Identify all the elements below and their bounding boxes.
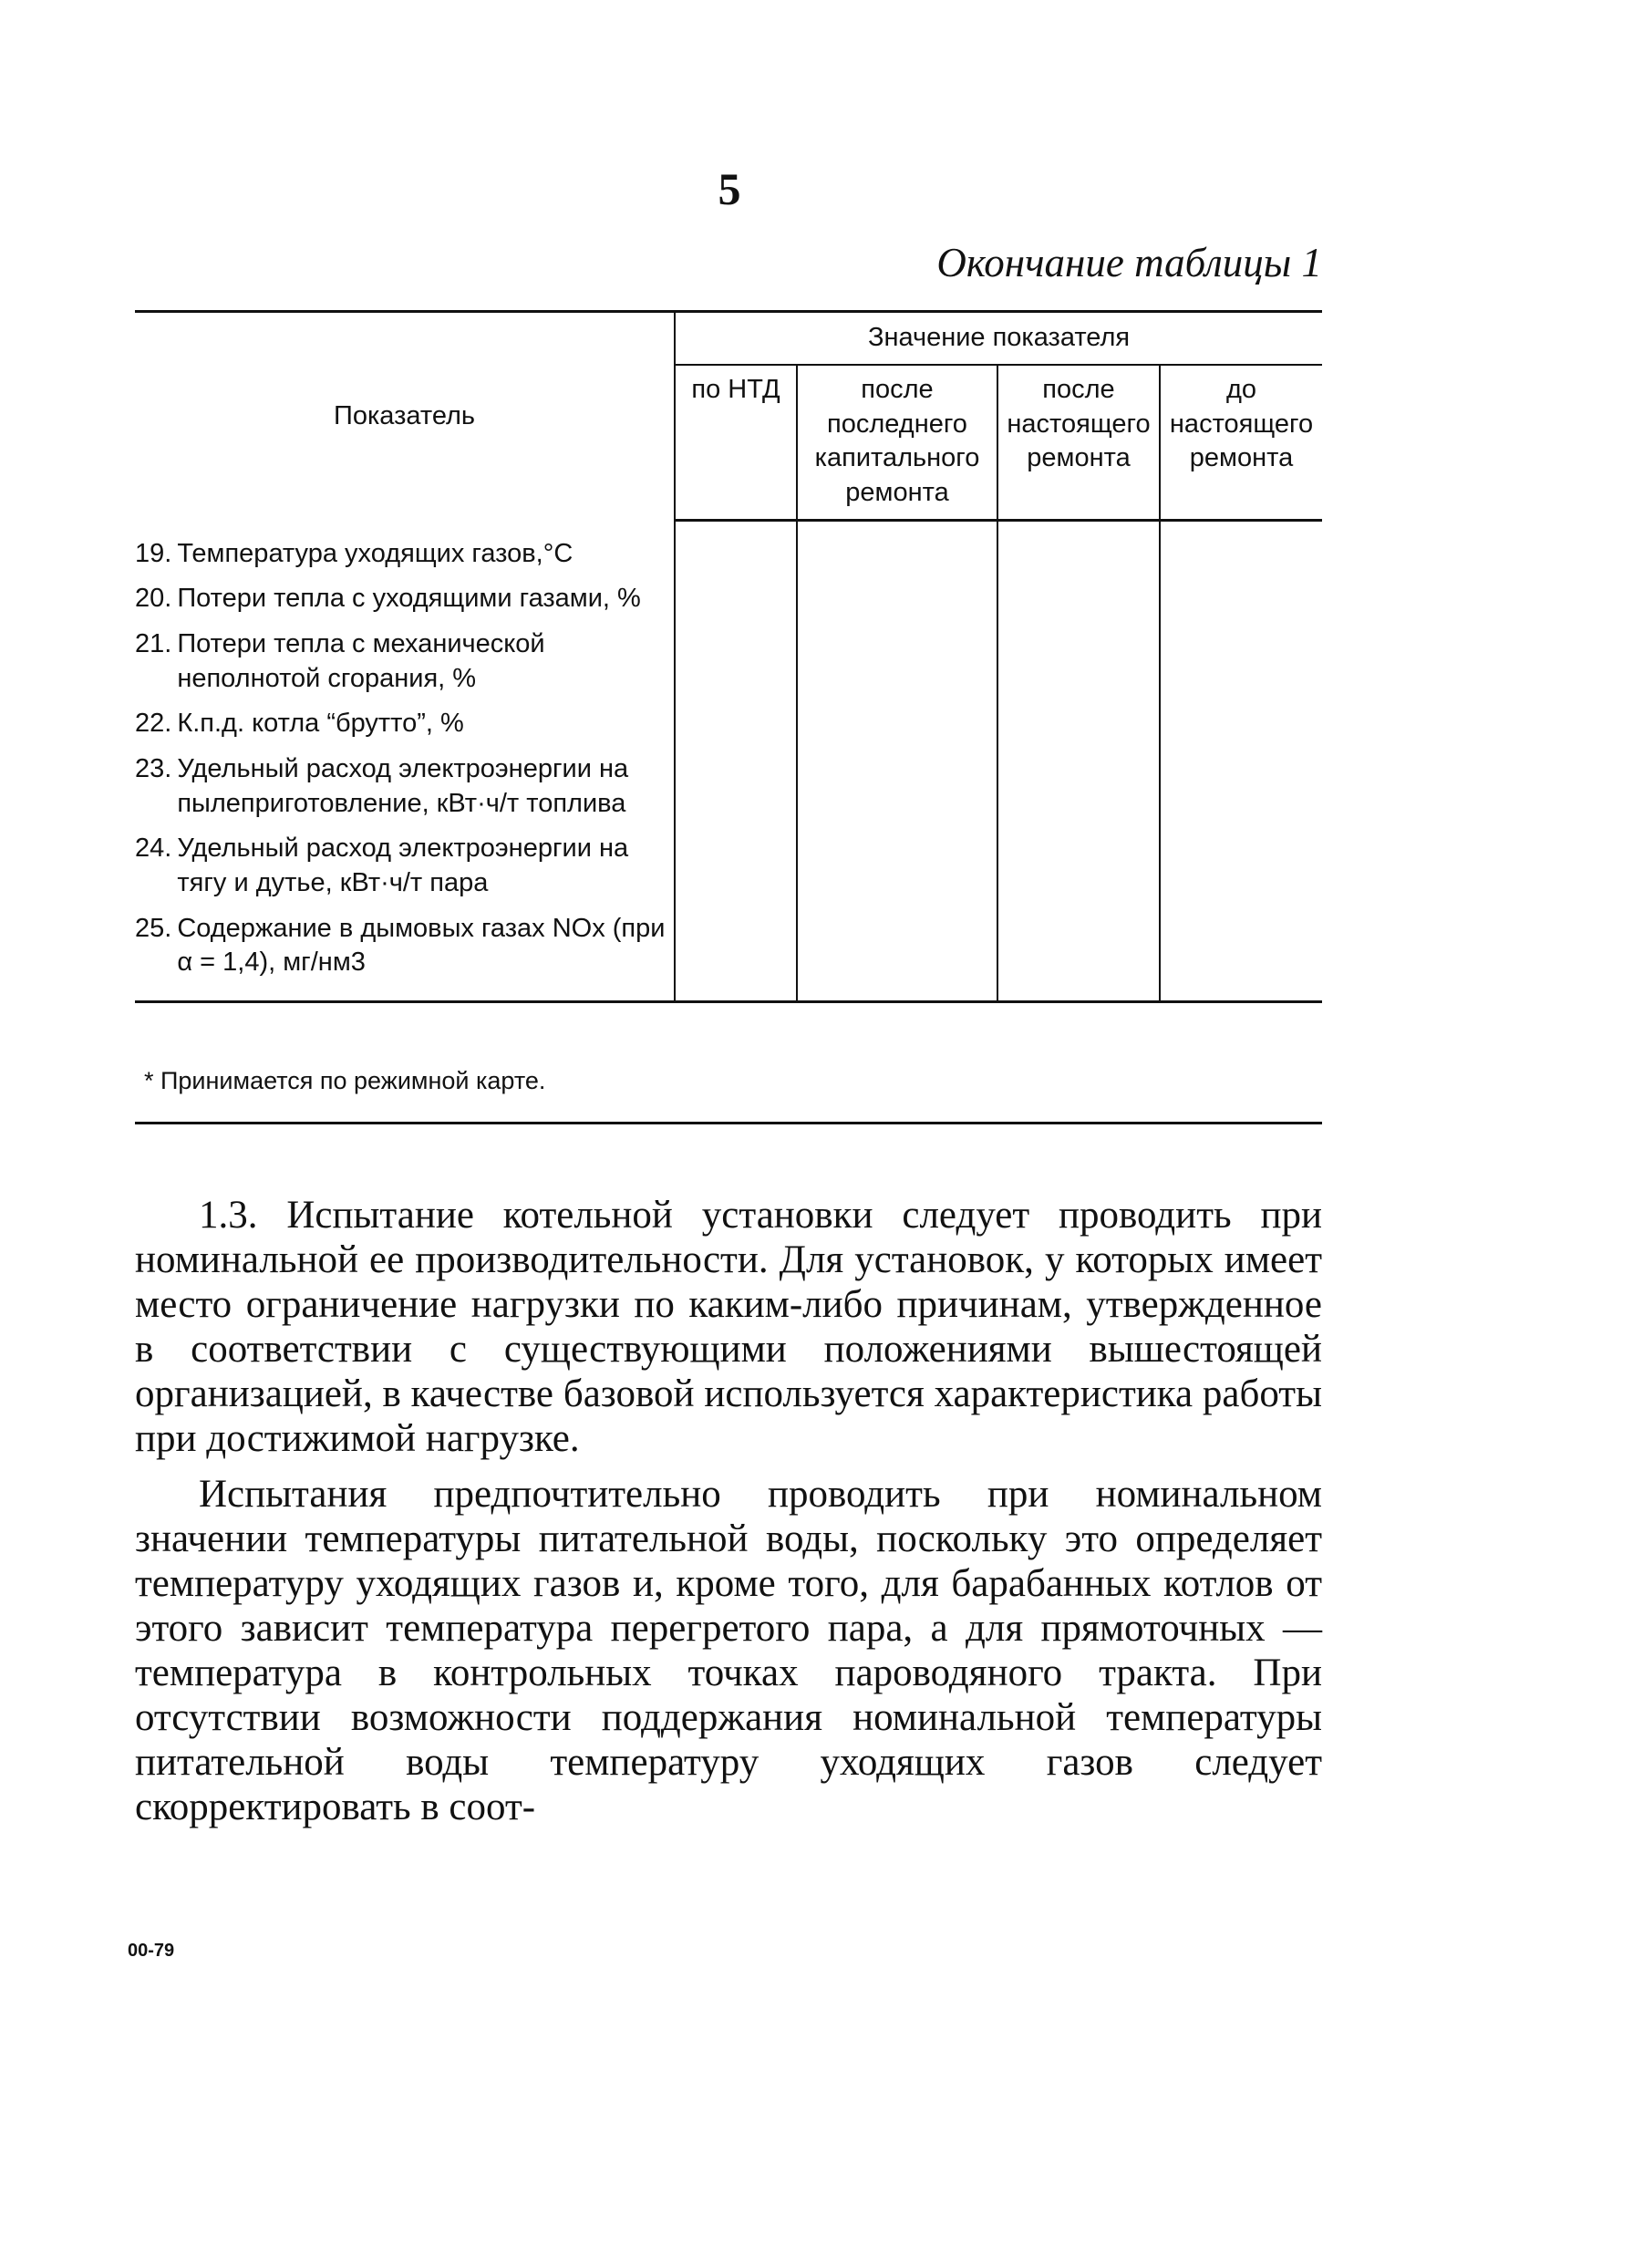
value-cell-after-last-overhaul <box>797 521 997 1002</box>
row-number: 23. <box>135 753 172 783</box>
header-indicator: Показатель <box>135 312 675 521</box>
list-item <box>135 707 666 741</box>
page-number: 5 <box>718 163 741 214</box>
list-item <box>135 752 666 821</box>
list-item <box>135 912 666 980</box>
header-col-ntd: по НТД <box>675 365 797 521</box>
indicator-list <box>135 521 675 1002</box>
divider <box>135 1122 1322 1124</box>
row-text: Температура уходящих газов,°С <box>177 538 574 568</box>
header-col-after-current-repair: после настоящего ремонта <box>997 365 1160 521</box>
row-number: 19. <box>135 538 172 568</box>
row-number: 24. <box>135 834 172 864</box>
row-text: Удельный расход электроэнергии на тягу и дутье, кВт·ч/т пара <box>177 834 629 897</box>
table-body-row <box>135 521 1322 1002</box>
body-text <box>135 1193 1322 1840</box>
table-caption: Окончание таблицы 1 <box>936 240 1322 285</box>
row-text: Удельный расход электроэнергии на пылеприготовление, кВт·ч/т топлива <box>177 753 629 818</box>
row-number: 21. <box>135 628 172 658</box>
row-number: 20. <box>135 584 172 614</box>
row-text: Потери тепла с уходящими газами, % <box>177 584 641 614</box>
row-text: Потери тепла с механической неполнотой сгорания, % <box>177 628 545 693</box>
header-col-after-last-overhaul: после последнего капитального ремонта <box>797 365 997 521</box>
list-item <box>135 537 666 572</box>
list-item <box>135 627 666 696</box>
paragraph: 1.3. Испытание котельной установки следует проводить при номинальной ее производительности. Для установок, у которых имеет место ограничение нагрузки по каким-либо причинам, утвержденное в соответствии с существующими положениями вышестоящей организацией, в качестве базовой используется характеристика работы при достижимой нагрузке. <box>135 1194 1322 1460</box>
row-text: Содержание в дымовых газах NOx (при α = 1,4), мг/нм3 <box>177 913 666 978</box>
value-cell-before-current-repair <box>1160 521 1322 1002</box>
list-item <box>135 582 666 616</box>
row-text: К.п.д. котла “брутто”, % <box>177 709 464 739</box>
footnote: * Принимается по режимной карте. <box>144 1067 546 1094</box>
value-cell-after-current-repair <box>997 521 1160 1002</box>
header-value-group: Значение показателя <box>675 312 1322 366</box>
row-number: 25. <box>135 913 172 943</box>
page-code: 00-79 <box>128 1941 175 1961</box>
indicator-table <box>135 310 1322 1003</box>
paragraph: Испытания предпочтительно проводить при номинальном значении температуры питательной воды, поскольку это определяет температуру уходящих газов и, кроме того, для барабанных котлов от этого зависит температура перегретого пара, а для прямоточных — температура в контрольных точках пароводяного тракта. При отсутствии возможности поддержания номинальной температуры питательной воды температуру уходящих газов следует скорректировать в соот- <box>135 1473 1322 1828</box>
value-cell-ntd <box>675 521 797 1002</box>
list-item <box>135 832 666 900</box>
row-number: 22. <box>135 709 172 739</box>
header-col-before-current-repair: до настоящего ремонта <box>1160 365 1322 521</box>
